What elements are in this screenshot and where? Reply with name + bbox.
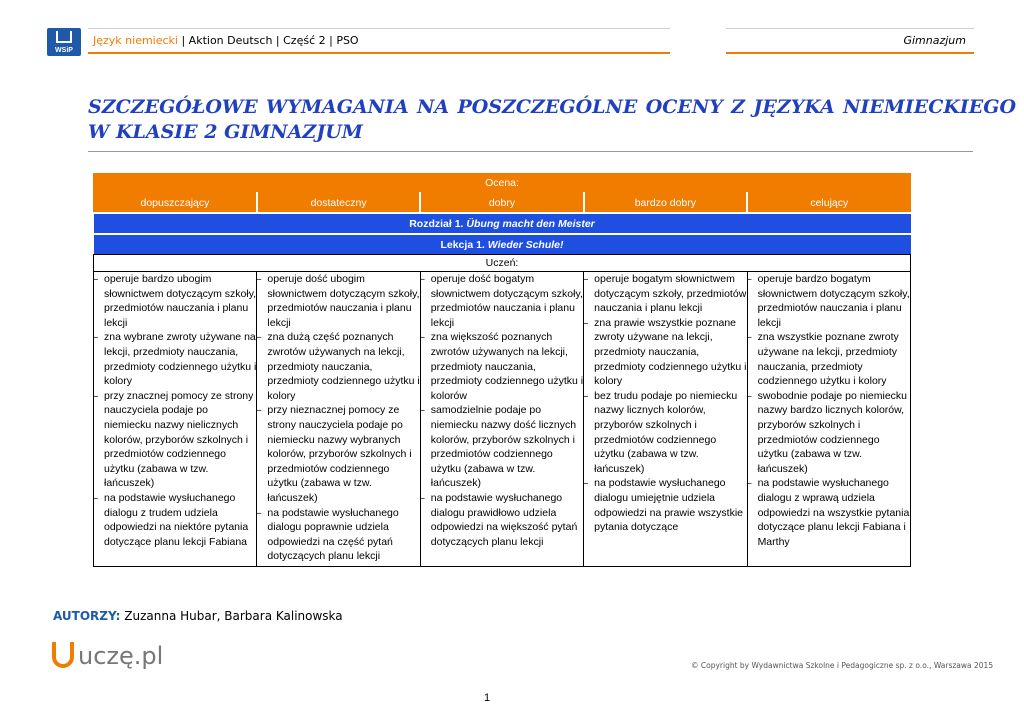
- lesson-prefix: Lekcja 1.: [440, 238, 488, 251]
- requirement-item: – bez trudu podaje po niemiecku nazwy licznych kolorów, przyborów szkolnych i przedmiotów codziennego użytku (zabawa w tzw. łańcuszek): [584, 389, 746, 477]
- requirement-item: – operuje bardzo bogatym słownictwem dotyczącym szkoły, przedmiotów nauczania i planu lekcji: [748, 272, 910, 330]
- grades-row: [94, 193, 911, 214]
- requirement-item: – na podstawie wysłuchanego dialogu umiejętnie udziela odpowiedzi na prawie wszystkie pytania dotyczące: [584, 476, 746, 534]
- uczen-row: [94, 255, 911, 272]
- authors-label: AUTORZY:: [53, 609, 121, 623]
- grade-header: dobry: [420, 193, 583, 214]
- requirement-item: – operuje dość ubogim słownictwem dotyczącym szkoły, przedmiotów nauczania i planu lekcji: [257, 272, 419, 330]
- page-number: 1: [484, 692, 491, 704]
- grade-header: dostateczny: [257, 193, 420, 214]
- ocena-header: Ocena:: [94, 174, 911, 193]
- chapter-heading: [94, 213, 911, 234]
- requirement-item: – samodzielnie podaje po niemiecku nazwy dość licznych kolorów, przyborów szkolnych i przedmiotów codziennego użytku (zabawa w tzw. łańcuszek): [421, 403, 583, 491]
- brand-text: uczę.pl: [78, 642, 164, 670]
- requirement-item: – przy nieznacznej pomocy ze strony nauczyciela podaje po niemiecku nazwy wybranych kolorów, przyborów szkolnych i przedmiotów codziennego użytku (zabawa w tzw. łańcuszek): [257, 403, 419, 505]
- grade-column-2: [257, 272, 420, 567]
- lesson-heading: [94, 234, 911, 255]
- requirements-row: [94, 272, 911, 567]
- wsip-logo: [47, 28, 81, 56]
- grade-column-4: [584, 272, 747, 567]
- grade-column-3: [420, 272, 583, 567]
- chapter-row: [94, 213, 911, 234]
- grade-header: celujący: [747, 193, 910, 214]
- grade-header: bardzo dobry: [584, 193, 747, 214]
- requirement-item: – operuje bogatym słownictwem dotyczącym szkoły, przedmiotów nauczania i planu lekcji: [584, 272, 746, 316]
- lesson-title: Wieder Schule!: [487, 238, 564, 251]
- header-right-divider-top: [726, 28, 974, 29]
- authors: [53, 609, 343, 623]
- chapter-prefix: Rozdział 1.: [409, 217, 467, 230]
- requirement-item: – zna większość poznanych zwrotów używanych na lekcji, przedmioty nauczania, przedmioty codziennego użytku i kolorów: [421, 330, 583, 403]
- requirement-item: – zna wybrane zwroty używane na lekcji, przedmioty nauczania, przedmioty codziennego użytku i kolory: [94, 330, 256, 388]
- ocena-row: [94, 174, 911, 193]
- requirement-item: – operuje bardzo ubogim słownictwem dotyczącym szkoły, przedmiotów nauczania i planu lekcji: [94, 272, 256, 330]
- header-divider-top: [88, 28, 670, 29]
- header-level: Gimnazjum: [903, 34, 966, 47]
- book-icon: [56, 31, 72, 43]
- grade-header: dopuszczający: [94, 193, 257, 214]
- logo-text: WSiP: [55, 47, 73, 54]
- lesson-row: [94, 234, 911, 255]
- title-rule: [88, 151, 973, 152]
- header-divider-bottom: [88, 52, 670, 54]
- grade-column-1: [94, 272, 257, 567]
- u-logo-icon: [52, 642, 74, 668]
- requirement-item: – swobodnie podaje po niemiecku nazwy bardzo licznych kolorów, przyborów szkolnych i przedmiotów codziennego użytku (zabawa w tzw. łańcuszek): [748, 389, 910, 477]
- requirement-item: – operuje dość bogatym słownictwem dotyczącym szkoły, przedmiotów nauczania i planu lekcji: [421, 272, 583, 330]
- requirement-item: – na podstawie wysłuchanego dialogu z wprawą udziela odpowiedzi na wszystkie pytania dotyczące planu lekcji Fabiana i Marthy: [748, 476, 910, 549]
- grade-column-5: [747, 272, 910, 567]
- requirement-item: – na podstawie wysłuchanego dialogu z trudem udziela odpowiedzi na niektóre pytania dotyczące planu lekcji Fabiana: [94, 491, 256, 549]
- requirement-item: – przy znacznej pomocy ze strony nauczyciela podaje po niemiecku nazwy nielicznych kolorów, przyborów szkolnych i przedmiotów codziennego użytku (zabawa w tzw. łańcuszek): [94, 389, 256, 491]
- authors-names: Zuzanna Hubar, Barbara Kalinowska: [120, 609, 343, 623]
- header-subject: Język niemiecki: [93, 34, 178, 47]
- header-right-divider-bottom: [726, 52, 974, 54]
- requirements-table: [93, 173, 911, 567]
- header-rest: | Aktion Deutsch | Część 2 | PSO: [177, 34, 359, 47]
- requirement-item: – zna prawie wszystkie poznane zwroty używane na lekcji, przedmioty nauczania, przedmioty codziennego użytku i kolory: [584, 316, 746, 389]
- chapter-title: Übung macht den Meister: [466, 217, 595, 230]
- requirement-item: – zna dużą część poznanych zwrotów używanych na lekcji, przedmioty nauczania, przedmioty codziennego użytku i kolory: [257, 330, 419, 403]
- requirement-item: – zna wszystkie poznane zwroty używane na lekcji, przedmioty nauczania, przedmioty codziennego użytku i kolory: [748, 330, 910, 388]
- header-breadcrumb: [93, 34, 359, 47]
- requirement-item: – na podstawie wysłuchanego dialogu poprawnie udziela odpowiedzi na część pytań dotyczących planu lekcji: [257, 506, 419, 564]
- requirement-item: – na podstawie wysłuchanego dialogu prawidłowo udziela odpowiedzi na większość pytań dotyczących planu lekcji: [421, 491, 583, 549]
- uczen-label: Uczeń:: [94, 255, 911, 272]
- page-title: SZCZEGÓŁOWE WYMAGANIA NA POSZCZEGÓLNE OCENY Z JĘZYKA NIEMIECKIEGO W KLASIE 2 GIMNAZJUM: [88, 96, 1016, 143]
- copyright: © Copyright by Wydawnictwa Szkolne i Pedagogiczne sp. z o.o., Warszawa 2015: [691, 661, 994, 670]
